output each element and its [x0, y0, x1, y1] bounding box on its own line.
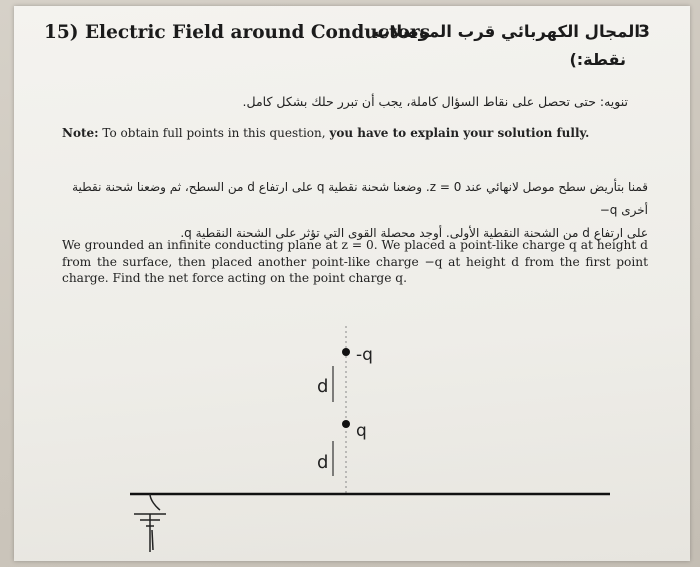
note-text: To obtain full points in this question, [102, 126, 326, 140]
question-number: 3 [638, 22, 650, 42]
ground-symbol-icon [134, 494, 166, 552]
note-arabic: تنويه: حتى تحصل على نقاط السؤال كاملة، يجب أن تبرر حلك بشكل كامل. [242, 94, 628, 109]
label-negative-charge: -q [356, 345, 373, 365]
question-points-arabic: نقطة:) [569, 50, 626, 69]
note-label: Note: [62, 126, 99, 140]
label-d-upper: d [317, 376, 329, 397]
question-title-arabic: المجال الكهربائي قرب الموصلات [373, 22, 640, 41]
positive-charge-dot [342, 420, 350, 428]
label-positive-charge: q [356, 421, 367, 441]
problem-english: We grounded an infinite conducting plane at z = 0. We placed a point-like charge q at height d from the surface, then placed another point-like charge −q at height d from the first point charge. Find the net force acting on the point charge q. [62, 238, 648, 285]
problem-arabic-line-1: قمنا بتأريض سطح موصل لانهائي عند z = 0. وضعنا شحنة نقطية q على ارتفاع d من السطح، ثم وضعنا شحنة نقطية أخرى q− [72, 180, 648, 217]
question-title: 15) Electric Field around Conductors [44, 22, 431, 43]
problem-arabic-line-2: على ارتفاع d من الشحنة النقطية الأولى. أوجد محصلة القوى التي تؤثر على الشحنة النقطية q. [180, 226, 648, 240]
negative-charge-dot [342, 348, 350, 356]
note-text-bold: you have to explain your solution fully. [329, 126, 590, 140]
label-d-lower: d [317, 452, 329, 473]
